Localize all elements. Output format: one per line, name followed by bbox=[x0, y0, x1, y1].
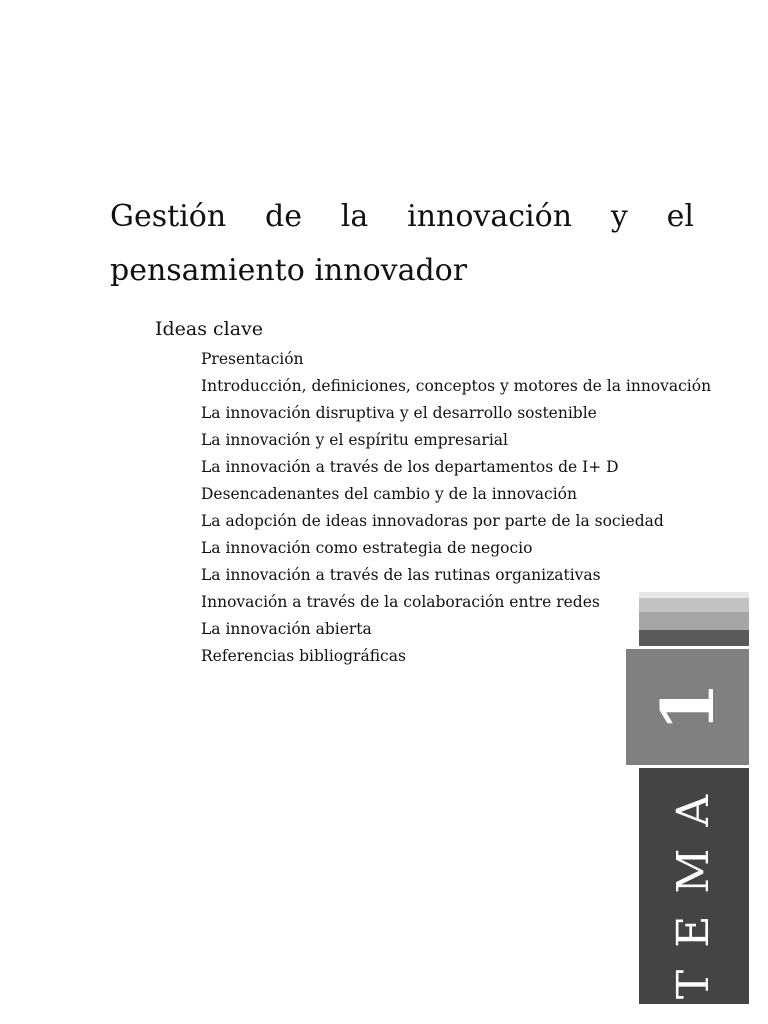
table-of-contents bbox=[201, 346, 711, 670]
chapter-number: 1 bbox=[644, 681, 730, 733]
chapter-label-box bbox=[639, 768, 749, 1004]
toc-item: Introducción, definiciones, conceptos y motores de la innovación bbox=[201, 377, 712, 395]
decorative-stripe bbox=[639, 612, 749, 630]
toc-item: Desencadenantes del cambio y de la innovación bbox=[201, 485, 577, 503]
decorative-stripe bbox=[639, 630, 749, 646]
section-label: Ideas clave bbox=[155, 318, 264, 340]
toc-item: Referencias bibliográficas bbox=[201, 647, 406, 665]
toc-item: La innovación a través de los departamentos de I+ D bbox=[201, 458, 619, 476]
decorative-stripe bbox=[639, 598, 749, 612]
chapter-number-box bbox=[626, 649, 749, 765]
toc-item: Innovación a través de la colaboración entre redes bbox=[201, 593, 600, 611]
toc-item: La innovación abierta bbox=[201, 620, 372, 638]
document-title: Gestión de la innovación y el pensamiento innovador bbox=[110, 199, 694, 288]
toc-item: La adopción de ideas innovadoras por parte de la sociedad bbox=[201, 512, 664, 530]
toc-item: La innovación como estrategia de negocio bbox=[201, 539, 533, 557]
toc-item: Presentación bbox=[201, 350, 304, 368]
toc-item: La innovación a través de las rutinas organizativas bbox=[201, 566, 601, 584]
toc-item: La innovación y el espíritu empresarial bbox=[201, 431, 508, 449]
toc-item: La innovación disruptiva y el desarrollo sostenible bbox=[201, 404, 597, 422]
chapter-label: TEMA bbox=[668, 772, 719, 1000]
